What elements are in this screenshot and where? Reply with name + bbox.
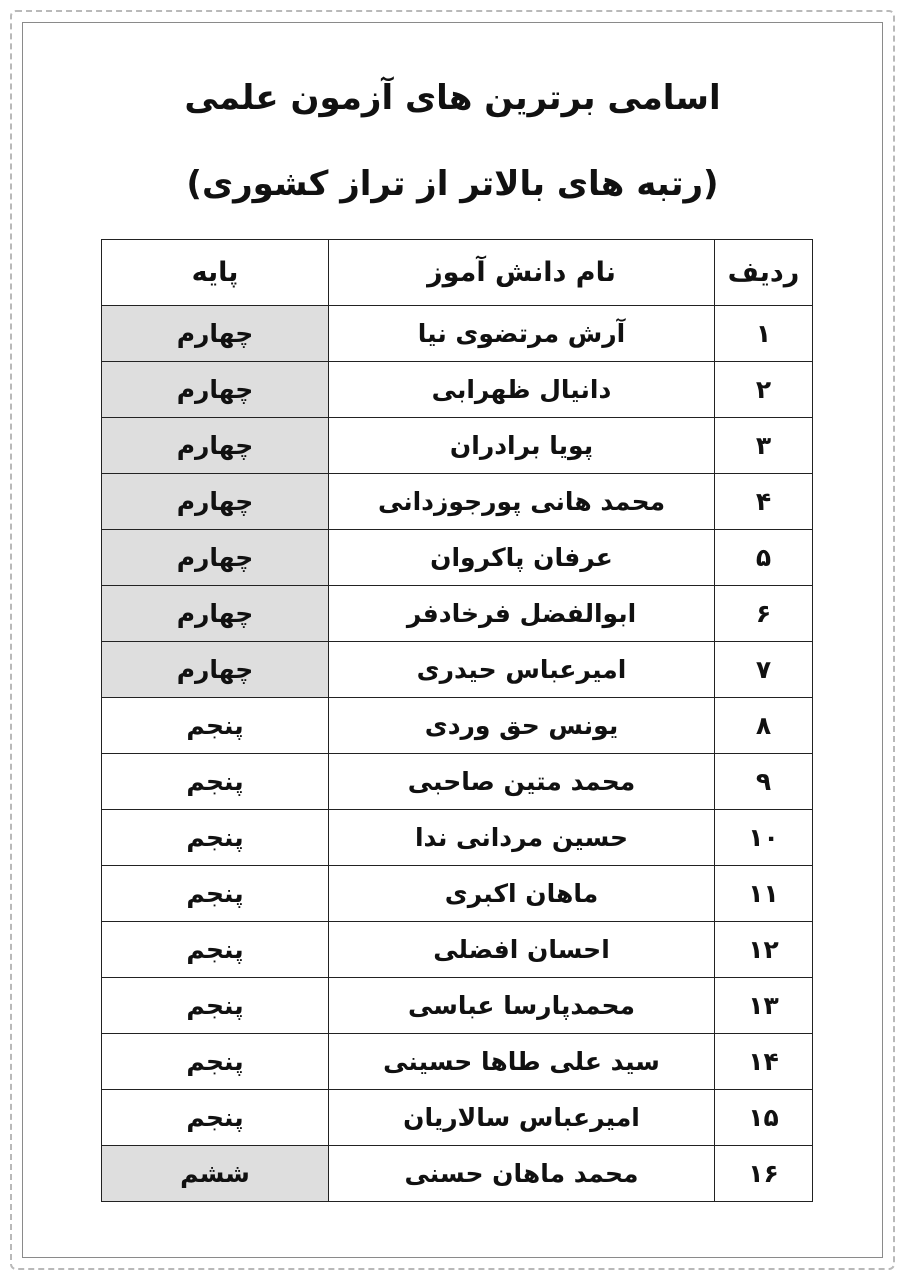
grade-cell: پنجم — [102, 978, 329, 1034]
header-name: نام دانش آموز — [329, 240, 715, 306]
grade-cell: پنجم — [102, 866, 329, 922]
rank-cell: ۸ — [715, 698, 813, 754]
student-name-cell: ماهان اکبری — [329, 866, 715, 922]
grade-cell: چهارم — [102, 474, 329, 530]
table-row — [102, 474, 813, 530]
student-name-cell: عرفان پاکروان — [329, 530, 715, 586]
student-name-cell: محمدپارسا عباسی — [329, 978, 715, 1034]
rank-cell: ۱ — [715, 306, 813, 362]
page-title: اسامی برترین های آزمون علمی — [184, 78, 721, 118]
student-name-cell: ابوالفضل فرخادفر — [329, 586, 715, 642]
table-row — [102, 866, 813, 922]
rank-cell: ۷ — [715, 642, 813, 698]
table-row — [102, 1146, 813, 1202]
grade-cell: پنجم — [102, 810, 329, 866]
rank-cell: ۱۱ — [715, 866, 813, 922]
student-name-cell: پویا برادران — [329, 418, 715, 474]
student-name-cell: محمد ماهان حسنی — [329, 1146, 715, 1202]
rank-cell: ۴ — [715, 474, 813, 530]
student-name-cell: دانیال ظهرابی — [329, 362, 715, 418]
student-name-cell: امیرعباس سالاریان — [329, 1090, 715, 1146]
student-name-cell: محمد متین صاحبی — [329, 754, 715, 810]
grade-cell: پنجم — [102, 754, 329, 810]
grade-cell: چهارم — [102, 586, 329, 642]
results-table — [101, 239, 813, 1202]
grade-cell: چهارم — [102, 306, 329, 362]
rank-cell: ۱۳ — [715, 978, 813, 1034]
table-row — [102, 754, 813, 810]
student-name-cell: محمد هانی پورجوزدانی — [329, 474, 715, 530]
rank-cell: ۱۶ — [715, 1146, 813, 1202]
table-row — [102, 586, 813, 642]
table-row — [102, 530, 813, 586]
rank-cell: ۶ — [715, 586, 813, 642]
grade-cell: پنجم — [102, 922, 329, 978]
header-rank: ردیف — [715, 240, 813, 306]
grade-cell: چهارم — [102, 362, 329, 418]
table-row — [102, 362, 813, 418]
rank-cell: ۱۰ — [715, 810, 813, 866]
rank-cell: ۵ — [715, 530, 813, 586]
grade-cell: پنجم — [102, 1090, 329, 1146]
table-header-row — [102, 240, 813, 306]
student-name-cell: سید علی طاها حسینی — [329, 1034, 715, 1090]
table-row — [102, 642, 813, 698]
table-row — [102, 306, 813, 362]
table-row — [102, 810, 813, 866]
rank-cell: ۱۲ — [715, 922, 813, 978]
grade-cell: ششم — [102, 1146, 329, 1202]
rank-cell: ۳ — [715, 418, 813, 474]
table-row — [102, 698, 813, 754]
grade-cell: چهارم — [102, 642, 329, 698]
table-row — [102, 922, 813, 978]
grade-cell: پنجم — [102, 698, 329, 754]
table-row — [102, 418, 813, 474]
rank-cell: ۱۵ — [715, 1090, 813, 1146]
rank-cell: ۱۴ — [715, 1034, 813, 1090]
rank-cell: ۹ — [715, 754, 813, 810]
student-name-cell: یونس حق وردی — [329, 698, 715, 754]
table-row — [102, 978, 813, 1034]
grade-cell: چهارم — [102, 530, 329, 586]
grade-cell: چهارم — [102, 418, 329, 474]
student-name-cell: امیرعباس حیدری — [329, 642, 715, 698]
student-name-cell: احسان افضلی — [329, 922, 715, 978]
grade-cell: پنجم — [102, 1034, 329, 1090]
student-name-cell: حسین مردانی ندا — [329, 810, 715, 866]
header-grade: پایه — [102, 240, 329, 306]
rank-cell: ۲ — [715, 362, 813, 418]
table-row — [102, 1034, 813, 1090]
page-subtitle: (رتبه های بالاتر از تراز کشوری) — [186, 164, 719, 204]
student-name-cell: آرش مرتضوی نیا — [329, 306, 715, 362]
table-row — [102, 1090, 813, 1146]
